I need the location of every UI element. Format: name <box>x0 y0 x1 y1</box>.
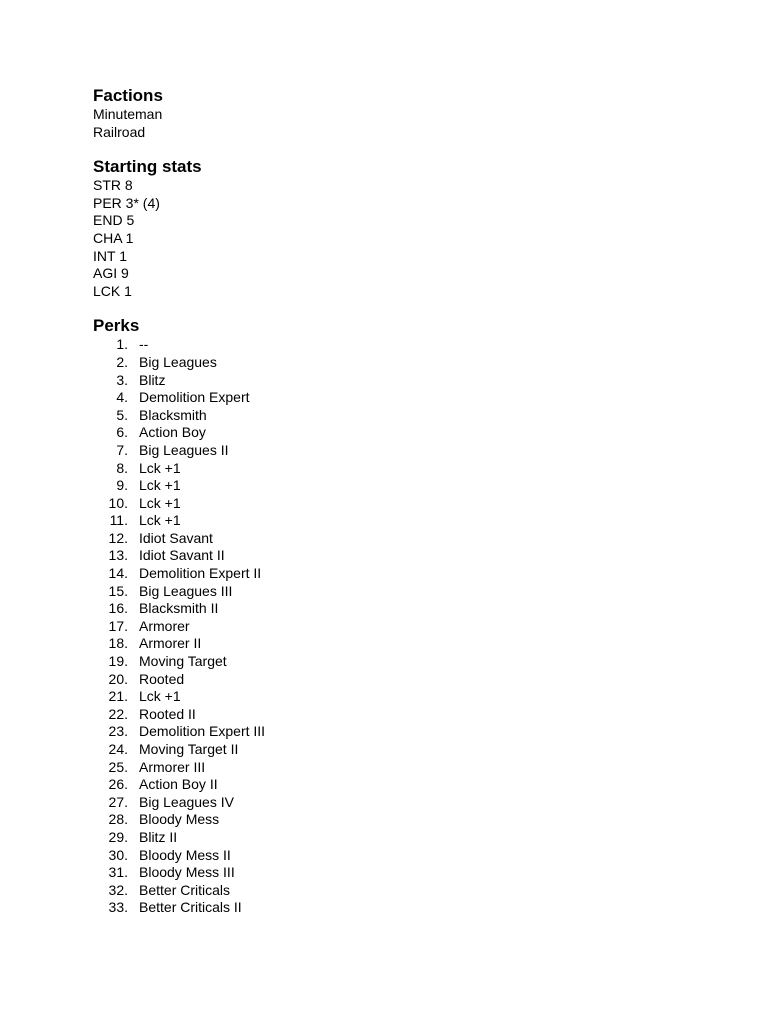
perk-label: Better Criticals II <box>139 899 242 916</box>
perk-list-item <box>93 460 693 478</box>
perk-list-item <box>93 688 693 706</box>
perk-label: Demolition Expert II <box>139 565 262 582</box>
perk-label: Bloody Mess III <box>139 864 235 881</box>
perk-number: 9. <box>116 477 128 494</box>
perk-label: Bloody Mess <box>139 811 220 828</box>
perk-list <box>93 336 693 917</box>
perk-list-item <box>93 847 693 865</box>
perk-label: Big Leagues <box>139 353 217 370</box>
perk-list-item <box>93 741 693 759</box>
perk-label: Armorer II <box>139 635 202 652</box>
perks-section <box>93 316 693 917</box>
perk-number: 3. <box>116 371 128 388</box>
perk-list-item <box>93 477 693 495</box>
perk-list-item <box>93 776 693 794</box>
perk-list-item <box>93 583 693 601</box>
stat-item-lck: LCK 1 <box>93 282 132 299</box>
factions-heading: Factions <box>93 86 163 105</box>
perk-label: Blitz <box>139 371 166 388</box>
perk-label: Better Criticals <box>139 881 231 898</box>
perk-number: 16. <box>108 600 128 617</box>
perk-number: 21. <box>108 688 128 705</box>
stat-item-per: PER 3* (4) <box>93 194 160 211</box>
perk-list-item <box>93 653 693 671</box>
perk-number: 7. <box>116 441 128 458</box>
perk-number: 12. <box>108 529 128 546</box>
perk-list-item <box>93 389 693 407</box>
stat-item-str: STR 8 <box>93 177 133 194</box>
perk-number: 14. <box>108 565 128 582</box>
perk-label: Armorer <box>139 617 190 634</box>
perk-number: 13. <box>108 547 128 564</box>
perk-label: Demolition Expert III <box>139 723 266 740</box>
perk-list-item <box>93 635 693 653</box>
perk-label: Rooted II <box>139 705 196 722</box>
perk-number: 15. <box>108 582 128 599</box>
perk-number: 10. <box>108 494 128 511</box>
perk-list-item <box>93 864 693 882</box>
perk-list-item <box>93 495 693 513</box>
perk-label: Bloody Mess II <box>139 846 231 863</box>
perk-number: 25. <box>108 758 128 775</box>
perk-label: Moving Target II <box>139 741 239 757</box>
perk-list-item <box>93 442 693 460</box>
perk-number: 23. <box>108 723 128 740</box>
perks-heading: Perks <box>93 316 140 336</box>
perk-list-item <box>93 759 693 777</box>
perk-list-item <box>93 407 693 425</box>
perk-number: 30. <box>108 846 128 863</box>
perk-label: Demolition Expert <box>139 389 250 406</box>
perk-label: Lck +1 <box>139 688 181 705</box>
perk-label: Blacksmith <box>139 406 207 423</box>
perk-number: 19. <box>108 653 128 670</box>
perk-label: Blacksmith II <box>139 600 219 617</box>
perk-number: 33. <box>108 899 128 916</box>
perk-label: Action Boy II <box>139 776 218 793</box>
perk-number: 6. <box>116 424 128 441</box>
factions-section <box>93 86 693 141</box>
perk-label: Lck +1 <box>139 477 181 494</box>
perk-number: 32. <box>108 881 128 898</box>
perk-label: Lck +1 <box>139 494 181 511</box>
perk-list-item <box>93 565 693 583</box>
starting-stats-heading: Starting stats <box>93 157 202 177</box>
stat-item-agi: AGI 9 <box>93 265 129 282</box>
perk-label: Lck +1 <box>139 512 181 529</box>
perk-list-item <box>93 372 693 390</box>
stat-item-end: END 5 <box>93 212 135 229</box>
starting-stats-section <box>93 157 693 300</box>
perk-number: 27. <box>108 793 128 810</box>
stat-item-int: INT 1 <box>93 247 127 264</box>
perk-number: 1. <box>116 336 128 353</box>
faction-item: Railroad <box>93 123 146 140</box>
perk-number: 5. <box>116 406 128 423</box>
perk-list-item <box>93 600 693 618</box>
perk-list-item <box>93 723 693 741</box>
perk-number: 31. <box>108 864 128 881</box>
perk-label: Moving Target <box>139 653 227 670</box>
stat-item-cha: CHA 1 <box>93 229 134 246</box>
perk-number: 2. <box>116 353 128 370</box>
perk-list-item <box>93 424 693 442</box>
perk-number: 20. <box>108 670 128 687</box>
perk-label: -- <box>139 336 149 353</box>
perk-list-item <box>93 512 693 530</box>
perk-label: Rooted <box>139 670 185 687</box>
perk-list-item <box>93 671 693 689</box>
document-page <box>93 86 693 917</box>
perk-list-item <box>93 530 693 548</box>
perk-label: Big Leagues IV <box>139 793 234 810</box>
perk-label: Armorer III <box>139 758 206 775</box>
perk-number: 17. <box>108 617 128 634</box>
perk-list-item <box>93 811 693 829</box>
perk-label: Big Leagues II <box>139 441 229 458</box>
perk-label: Blitz II <box>139 828 178 845</box>
perk-list-item <box>93 882 693 900</box>
perk-list-item <box>93 618 693 636</box>
perk-label: Action Boy <box>139 424 206 441</box>
perk-label: Big Leagues III <box>139 582 233 599</box>
perk-number: 8. <box>116 459 128 476</box>
perk-number: 11. <box>109 512 128 529</box>
perk-number: 28. <box>108 811 128 828</box>
perk-list-item <box>93 899 693 917</box>
perk-list-item <box>93 547 693 565</box>
perk-label: Lck +1 <box>139 459 181 476</box>
perk-number: 4. <box>116 389 128 406</box>
perk-list-item <box>93 336 693 354</box>
perk-label: Idiot Savant <box>139 529 213 546</box>
faction-item: Minuteman <box>93 106 163 122</box>
perk-number: 24. <box>108 741 128 757</box>
perk-list-item <box>93 794 693 812</box>
perk-number: 22. <box>108 705 128 722</box>
perk-list-item <box>93 354 693 372</box>
perk-label: Idiot Savant II <box>139 547 225 564</box>
perk-list-item <box>93 829 693 847</box>
perk-list-item <box>93 706 693 724</box>
perk-number: 18. <box>108 635 128 652</box>
perk-number: 29. <box>108 828 128 845</box>
perk-number: 26. <box>108 776 128 793</box>
